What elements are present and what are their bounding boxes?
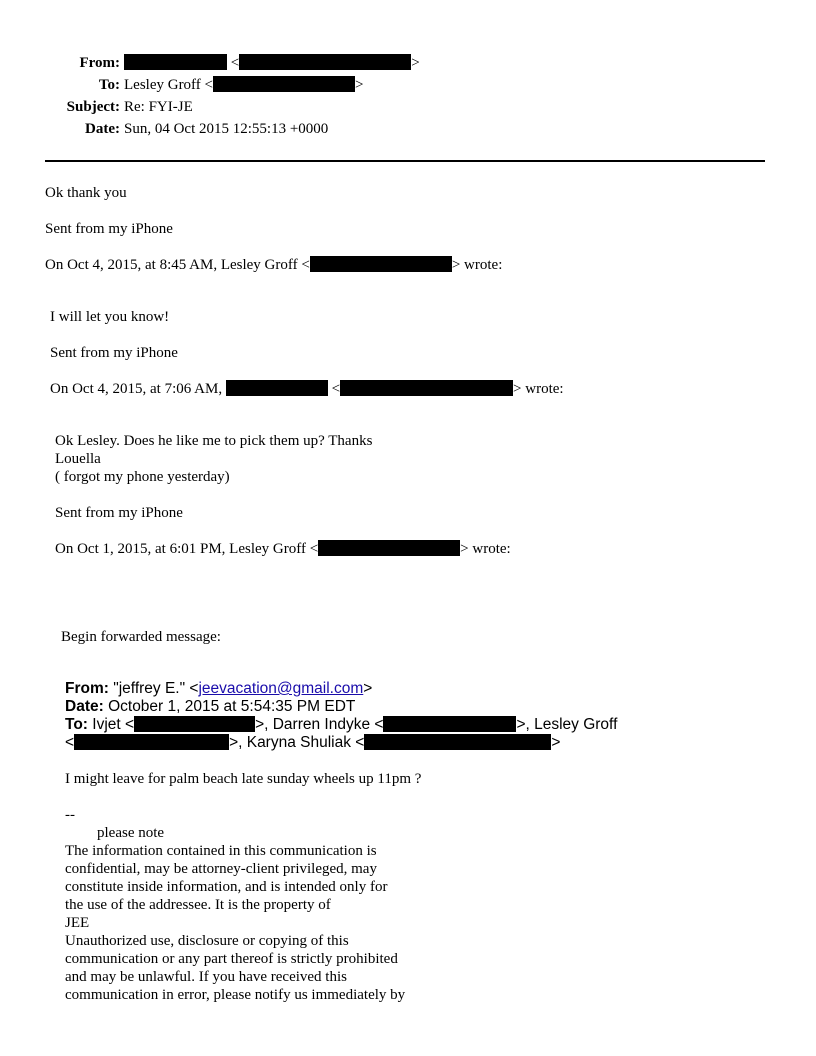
redaction-block bbox=[134, 716, 255, 732]
redaction-block bbox=[318, 540, 460, 556]
forward-to-row: To: Ivjet < >, Darren Indyke < >, Lesley Groff bbox=[65, 716, 618, 733]
message-signature: Sent from my iPhone bbox=[50, 345, 178, 361]
forward-to-row-continued: < >, Karyna Shuliak < > bbox=[65, 734, 561, 751]
forward-date-row: Date: October 1, 2015 at 5:54:35 PM EDT bbox=[65, 698, 356, 715]
date-value: Sun, 04 Oct 2015 12:55:13 +0000 bbox=[124, 121, 329, 137]
message-body: I will let you know! bbox=[50, 309, 170, 325]
message-body: Ok Lesley. Does he like me to pick them up? Thanks bbox=[55, 433, 373, 449]
redaction-block bbox=[226, 380, 328, 396]
redaction-block bbox=[74, 734, 229, 750]
sender-email-link[interactable]: jeevacation@gmail.com bbox=[198, 680, 364, 697]
redaction-block bbox=[124, 54, 227, 70]
forward-from-row: From: "jeffrey E." <jeevacation@gmail.com> bbox=[65, 680, 373, 697]
from-label: From: bbox=[79, 55, 120, 71]
confidentiality-disclaimer bbox=[65, 842, 405, 1004]
quote-attribution: On Oct 4, 2015, at 8:45 AM, Lesley Groff < > wrote: bbox=[45, 257, 503, 273]
to-label: To: bbox=[98, 77, 120, 93]
subject-value: Re: FYI-JE bbox=[124, 99, 193, 115]
disclaimer-line: confidential, may be attorney-client privileged, may bbox=[65, 861, 377, 877]
disclaimer-line: constitute inside information, and is intended only for bbox=[65, 879, 388, 895]
disclaimer-line: JEE bbox=[65, 915, 90, 931]
header-from-row: From: < > bbox=[0, 54, 760, 72]
quote-attribution: On Oct 4, 2015, at 7:06 AM, < > wrote: bbox=[50, 381, 564, 397]
redaction-block bbox=[310, 256, 452, 272]
forwarded-label: Begin forwarded message: bbox=[61, 629, 221, 645]
message-signature: Sent from my iPhone bbox=[55, 505, 183, 521]
date-label: Date: bbox=[85, 121, 120, 137]
disclaimer-line: communication in error, please notify us immediately by bbox=[65, 987, 406, 1003]
message-body: Louella bbox=[55, 451, 101, 467]
header-date-row bbox=[0, 120, 760, 138]
disclaimer-line: the use of the addressee. It is the property of bbox=[65, 897, 331, 913]
redaction-block bbox=[383, 716, 516, 732]
disclaimer-line: communication or any part thereof is strictly prohibited bbox=[65, 951, 398, 967]
redaction-block bbox=[239, 54, 411, 70]
message-body: Ok thank you bbox=[45, 185, 127, 201]
redaction-block bbox=[340, 380, 513, 396]
to-name: Lesley Groff bbox=[124, 77, 201, 93]
message-signature: Sent from my iPhone bbox=[45, 221, 173, 237]
disclaimer-line: Unauthorized use, disclosure or copying of this bbox=[65, 933, 349, 949]
header-divider bbox=[45, 160, 765, 162]
please-note: please note bbox=[97, 825, 165, 841]
quote-attribution: On Oct 1, 2015, at 6:01 PM, Lesley Groff < > wrote: bbox=[55, 541, 511, 557]
disclaimer-line: The information contained in this communication is bbox=[65, 843, 377, 859]
message-body: ( forgot my phone yesterday) bbox=[55, 469, 230, 485]
subject-label: Subject: bbox=[66, 99, 120, 115]
signature-dash: -- bbox=[65, 807, 75, 823]
forward-body: I might leave for palm beach late sunday wheels up 11pm ? bbox=[65, 771, 422, 787]
header-subject-row bbox=[0, 98, 760, 116]
header-to-row: To: Lesley Groff < > bbox=[0, 76, 760, 94]
disclaimer-line: and may be unlawful. If you have received this bbox=[65, 969, 347, 985]
redaction-block bbox=[364, 734, 551, 750]
redaction-block bbox=[213, 76, 355, 92]
